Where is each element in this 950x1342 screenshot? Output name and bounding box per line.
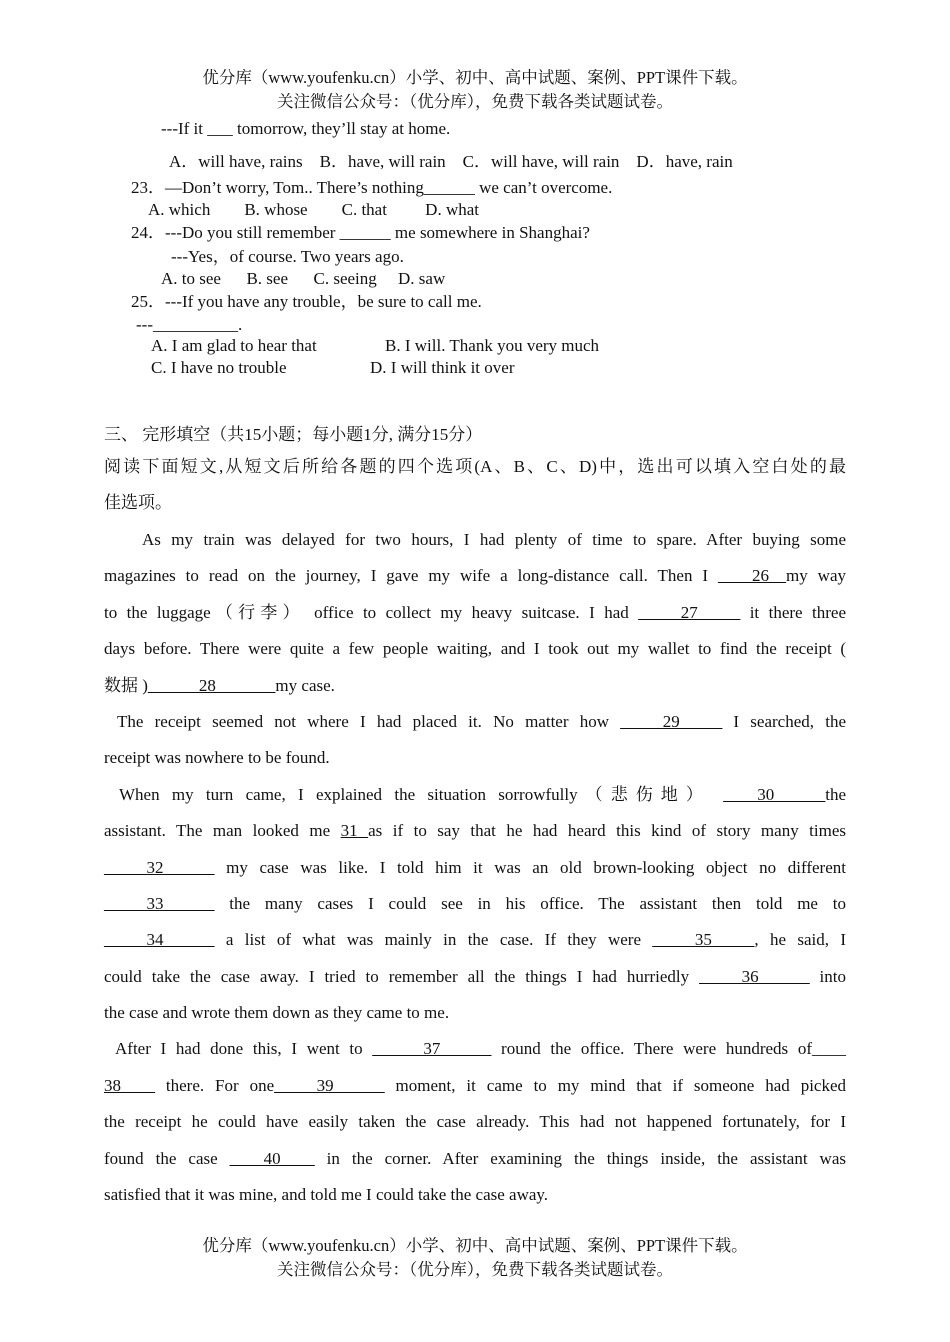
passage-line: [104, 631, 846, 667]
passage-text: days before. There were quite a few people waiting, and I took out my wallet to find the receipt (: [104, 639, 846, 659]
passage-text: the case and wrote them down as they came to me.: [104, 1003, 450, 1023]
passage-line: [104, 595, 846, 631]
passage-text: the many cases I could see in his office. The assistant then told me to: [214, 893, 846, 913]
blank-29: _____29_____: [620, 711, 723, 731]
q25-prompt: 25．---If you have any trouble，be sure to call me.: [131, 292, 482, 311]
passage-text: it there three: [740, 602, 847, 622]
passage-text: the: [825, 784, 846, 804]
passage-line: [104, 777, 846, 813]
blank-26: ____26__: [718, 566, 787, 586]
cloze-passage: [104, 522, 846, 1213]
blank-38: 38____: [104, 1075, 155, 1095]
section-instruction: [104, 449, 846, 522]
q25-option-d: D. I will think it over: [370, 358, 515, 377]
passage-line: [104, 704, 846, 740]
blank-30: ____30______: [723, 784, 826, 804]
passage-text: my case.: [275, 675, 335, 695]
instruction-line-1: 阅读下面短文,从短文后所给各题的四个选项(A、B、C、D)中，选出可以填入空白处的最: [104, 457, 846, 476]
passage-text: my case was like. I told him it was an old brown-looking object no different: [214, 857, 846, 877]
passage-line: [104, 558, 846, 594]
passage-line: [104, 959, 846, 995]
q25-option-a: A. I am glad to hear that: [151, 336, 317, 355]
passage-text: there. For one: [155, 1075, 275, 1095]
blank-32: _____32______: [104, 857, 215, 877]
blank-39: _____39______: [274, 1075, 385, 1095]
passage-text: round the office. There were hundreds of: [491, 1039, 812, 1059]
blank-27: _____27_____: [638, 602, 741, 622]
passage-line: [104, 1104, 846, 1140]
instruction-line-2: 佳选项。: [104, 493, 172, 513]
q25-option-b: B. I will. Thank you very much: [385, 336, 600, 355]
passage-line: [104, 1068, 846, 1104]
passage-text: As my train was delayed for two hours, I had plenty of time to spare. After buying some: [142, 530, 846, 549]
blank-36: _____36______: [699, 966, 810, 986]
passage-text: moment, it came to my mind that if someone had picked: [384, 1075, 847, 1095]
q25-reply: ---__________.: [136, 315, 243, 334]
q25-option-c: C. I have no trouble: [151, 358, 287, 377]
q23-prompt: 23．—Don’t worry, Tom.. There’s nothing______ we can’t overcome.: [131, 178, 613, 197]
blank-37: ______37______: [372, 1039, 492, 1059]
passage-line: [104, 813, 846, 849]
passage-line: [104, 1141, 846, 1177]
passage-text: After I had done this, I went to: [115, 1039, 373, 1059]
q24-reply: ---Yes，of course. Two years ago.: [171, 247, 404, 266]
passage-line: [104, 740, 846, 776]
header-line-2: 关注微信公众号：（优分库），免费下载各类试题试卷。: [277, 92, 673, 111]
footer-line-1: 优分库（www.youfenku.cn）小学、初中、高中试题、案例、PPT课件下载。: [202, 1236, 748, 1255]
passage-text: 数据 ): [104, 675, 148, 695]
footer-line-2: 关注微信公众号：（优分库），免费下载各类试题试卷。: [277, 1260, 673, 1279]
passage-text: magazines to read on the journey, I gave my wife a long-distance call. Then I: [104, 566, 719, 586]
q22-options: A．will have, rains B．have, will rain C．will have, will rain D．have, rain: [169, 152, 733, 171]
q24-prompt: 24．---Do you still remember ______ me somewhere in Shanghai?: [131, 223, 590, 242]
passage-line: [104, 522, 846, 558]
blank-28: ______28_______: [147, 675, 276, 695]
passage-text: a list of what was mainly in the case. If they were: [214, 930, 653, 950]
passage-line: [104, 922, 846, 958]
passage-line: [104, 668, 846, 704]
passage-text: into: [809, 966, 847, 986]
passage-text: could take the case away. I tried to remember all the things I had hurriedly: [104, 966, 700, 986]
passage-text: , he said, I: [754, 930, 846, 950]
passage-text: my way: [786, 566, 846, 586]
passage-text: I searched, the: [722, 711, 847, 731]
blank-31: 31: [340, 821, 369, 841]
passage-text: assistant. The man looked me: [104, 821, 341, 841]
passage-line: [104, 1031, 846, 1067]
passage-text: the receipt he could have easily taken the case already. This had not happened fortunately, for I: [104, 1112, 846, 1132]
blank-35: _____35_____: [652, 930, 755, 950]
passage-line: [104, 995, 846, 1031]
passage-line: [104, 1177, 846, 1213]
page-footer: [0, 1234, 950, 1282]
header-line-1: 优分库（www.youfenku.cn）小学、初中、高中试题、案例、PPT课件下载。: [202, 68, 748, 87]
q23-options: A. which B. whose C. that D. what: [148, 200, 480, 219]
blank-40: ____40____: [229, 1148, 315, 1168]
passage-text: The receipt seemed not where I had placed it. No matter how: [117, 711, 621, 731]
blank-33: _____33______: [104, 893, 215, 913]
blank-34: _____34______: [104, 930, 215, 950]
passage-text: satisfied that it was mine, and told me I could take the case away.: [104, 1185, 549, 1205]
passage-line: [104, 850, 846, 886]
passage-text: in the corner. After examining the things inside, the assistant was: [314, 1148, 846, 1168]
q24-options: A. to see B. see C. seeing D. saw: [161, 269, 446, 288]
section-title: 三、 完形填空（共15小题；每小题1分, 满分15分）: [104, 425, 483, 444]
page-header: [0, 66, 950, 114]
passage-text: to the luggage（行李） office to collect my heavy suitcase. I had: [104, 602, 639, 622]
passage-text: When my turn came, I explained the situation sorrowfully（悲伤地）: [119, 784, 724, 804]
passage-text: found the case: [104, 1148, 230, 1168]
passage-text: receipt was nowhere to be found.: [104, 748, 330, 768]
passage-text: as if to say that he had heard this kind of story many times: [368, 821, 847, 841]
q22-prompt: ---If it ___ tomorrow, they’ll stay at home.: [161, 119, 451, 138]
blank-38-lead: ____: [812, 1039, 846, 1059]
passage-line: [104, 886, 846, 922]
